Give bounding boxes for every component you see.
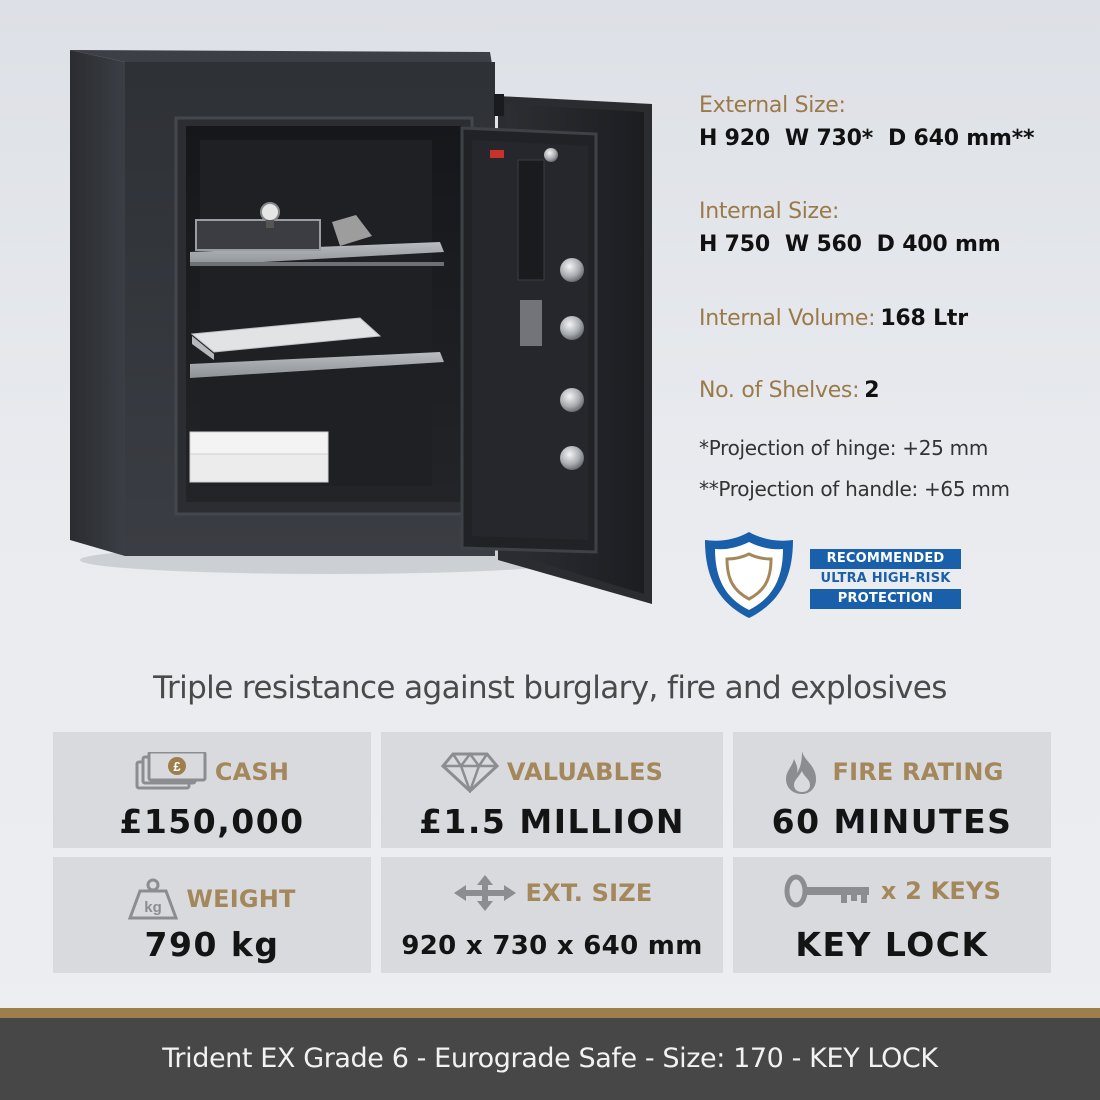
feature-tile-weight <box>53 857 371 973</box>
safe-product-image <box>0 0 680 640</box>
shelves-label: No. of Shelves: <box>699 378 860 403</box>
tagline: Triple resistance against burglary, fire and explosives <box>153 670 947 706</box>
cash-icon <box>135 752 207 792</box>
keys-count-label: x 2 KEYS <box>880 877 1002 905</box>
arrows-icon <box>452 873 518 913</box>
internal-size-label: Internal Size: <box>699 199 840 224</box>
external-size-block <box>699 92 1034 154</box>
shelves-row <box>699 376 879 406</box>
external-size-label: External Size: <box>699 93 846 118</box>
internal-volume-label: Internal Volume: <box>699 306 876 331</box>
shelves-value: 2 <box>864 378 880 403</box>
badge-line-risk: ULTRA HIGH-RISK <box>820 571 951 586</box>
hinge-note: *Projection of hinge: +25 mm <box>699 436 989 460</box>
weight-label: WEIGHT <box>186 885 296 913</box>
key-lock-value: KEY LOCK <box>795 925 989 964</box>
fire-rating-label: FIRE RATING <box>832 758 1004 786</box>
feature-tile-fire <box>733 732 1051 848</box>
footer-product-title: Trident EX Grade 6 - Eurograde Safe - Size: 170 - KEY LOCK <box>0 1018 1100 1100</box>
valuables-value: £1.5 MILLION <box>418 802 686 841</box>
svg-text:£: £ <box>173 759 181 774</box>
svg-text:kg: kg <box>144 899 163 916</box>
internal-volume-value: 168 Ltr <box>880 306 968 331</box>
badge-line-protection: PROTECTION <box>810 589 961 609</box>
feature-tile-valuables <box>381 732 723 848</box>
protection-badge <box>810 549 961 609</box>
ext-size-label: EXT. SIZE <box>525 879 653 907</box>
flame-icon <box>780 749 824 795</box>
fire-rating-value: 60 MINUTES <box>771 802 1013 841</box>
feature-tile-ext-size <box>381 857 723 973</box>
badge-line-recommended: RECOMMENDED <box>810 549 961 569</box>
internal-volume-row <box>699 304 968 334</box>
cash-value: £150,000 <box>119 802 305 841</box>
shield-icon <box>701 528 797 622</box>
handle-note: **Projection of handle: +65 mm <box>699 477 1010 501</box>
valuables-label: VALUABLES <box>506 758 664 786</box>
feature-tile-key-lock <box>733 857 1051 973</box>
ext-size-value: 920 x 730 x 640 mm <box>401 931 703 961</box>
feature-tile-cash <box>53 732 371 848</box>
internal-size-value: H 750 W 560 D 400 mm <box>699 232 1001 257</box>
weight-icon <box>128 878 178 920</box>
key-icon <box>783 871 873 911</box>
internal-size-block <box>699 198 1000 260</box>
diamond-icon <box>441 751 499 793</box>
weight-value: 790 kg <box>144 925 280 964</box>
cash-label: CASH <box>214 758 290 786</box>
external-size-value: H 920 W 730* D 640 mm** <box>699 126 1035 151</box>
